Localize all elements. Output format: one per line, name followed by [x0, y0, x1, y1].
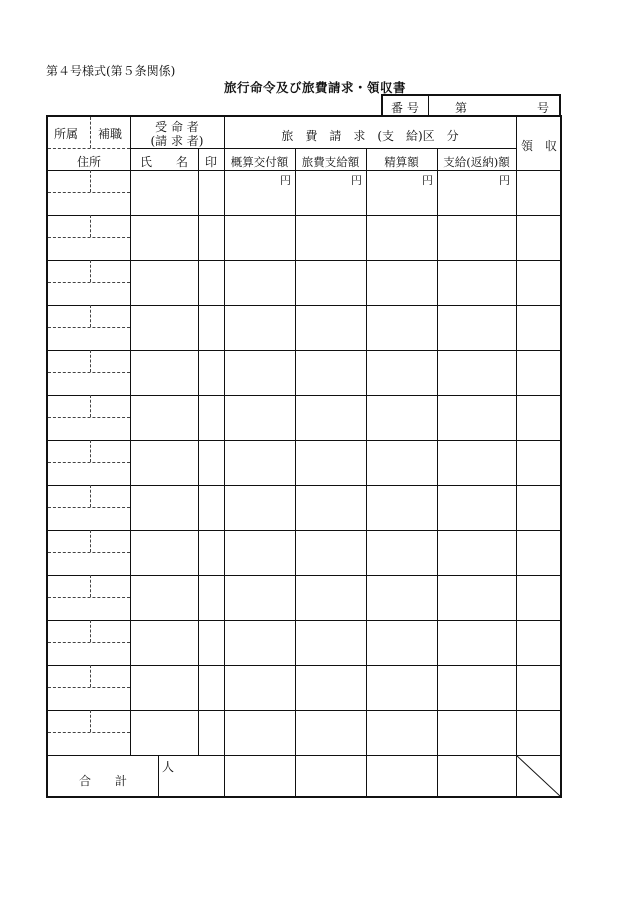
- col-line-name: [130, 117, 131, 755]
- number-suffix: 号: [537, 101, 550, 115]
- footer-receipt-diagonal: [516, 755, 560, 796]
- row-dashed-divider: [90, 395, 91, 417]
- col-line-travel-paid: [295, 148, 296, 796]
- yen-unit-travel-paid: 円: [351, 174, 362, 187]
- row-dashed-split: [48, 552, 130, 553]
- row-dashed-divider: [90, 665, 91, 687]
- row-dashed-split: [48, 237, 130, 238]
- row-line: [48, 440, 560, 441]
- row-dashed-divider: [90, 350, 91, 372]
- col-line-settlement: [366, 148, 367, 796]
- row-dashed-split: [48, 282, 130, 283]
- col-line-footer-persons: [158, 755, 159, 796]
- row-line: [48, 710, 560, 711]
- header-settlement: 精算額: [384, 155, 419, 169]
- travel-expense-table: [46, 115, 562, 798]
- header-refund: 支給(返納)額: [443, 155, 510, 169]
- row-line: [48, 665, 560, 666]
- row-dashed-split: [48, 417, 130, 418]
- row-line: [48, 260, 560, 261]
- row-line: [48, 395, 560, 396]
- row-line: [48, 620, 560, 621]
- header-address: 住所: [76, 155, 101, 169]
- col-line-advance: [224, 117, 225, 796]
- row-dashed-split: [48, 687, 130, 688]
- row-line: [48, 575, 560, 576]
- row-line: [48, 350, 560, 351]
- row-dashed-split: [48, 597, 130, 598]
- row-dashed-split: [48, 642, 130, 643]
- row-dashed-divider: [90, 305, 91, 327]
- yen-unit-refund: 円: [499, 174, 510, 187]
- header-assistant: 補職: [98, 127, 123, 141]
- number-prefix: 第: [455, 101, 468, 115]
- row-dashed-divider: [90, 440, 91, 462]
- form-caption: 第４号様式(第５条関係): [46, 64, 176, 78]
- row-line: [48, 485, 560, 486]
- header-category: 旅 費 請 求 (支 給)区 分: [281, 129, 459, 143]
- yen-unit-advance: 円: [280, 174, 291, 187]
- row-dashed-divider: [90, 485, 91, 507]
- header-split-dashed: [48, 148, 130, 149]
- row-dashed-split: [48, 327, 130, 328]
- row-dashed-split: [48, 192, 130, 193]
- header-name: 氏 名: [139, 155, 188, 169]
- row-dashed-divider: [90, 620, 91, 642]
- header-claimant: (請 求 者): [150, 134, 204, 148]
- row-dashed-divider: [90, 530, 91, 552]
- row-line: [48, 215, 560, 216]
- row-dashed-split: [48, 507, 130, 508]
- row-dashed-divider: [90, 710, 91, 732]
- header-seal: 印: [204, 155, 217, 169]
- col-line-receipt: [516, 117, 517, 796]
- header-dashed-divider: [90, 117, 91, 148]
- row-line: [48, 305, 560, 306]
- row-dashed-divider: [90, 215, 91, 237]
- header-receipt: 領 収: [520, 139, 557, 153]
- col-line-refund: [437, 148, 438, 796]
- header-affiliation: 所属: [54, 127, 79, 141]
- footer-persons-unit: 人: [162, 760, 175, 774]
- header-recipient: 受 命 者: [155, 120, 199, 134]
- row-dashed-divider: [90, 260, 91, 282]
- header-advance: 概算交付額: [230, 155, 289, 169]
- form-title: 旅行命令及び旅費請求・領収書: [223, 80, 406, 95]
- header-bottom-line: [48, 170, 560, 171]
- header-split-line: [130, 148, 516, 149]
- row-line: [48, 755, 560, 756]
- number-label: 番 号: [391, 101, 419, 115]
- yen-unit-settlement: 円: [422, 174, 433, 187]
- header-travel-paid: 旅費支給額: [301, 155, 360, 169]
- row-dashed-split: [48, 732, 130, 733]
- row-line: [48, 530, 560, 531]
- row-dashed-split: [48, 372, 130, 373]
- col-line-seal: [198, 148, 199, 755]
- row-dashed-divider: [90, 575, 91, 597]
- footer-total-label: 合 計: [78, 774, 127, 788]
- row-dashed-split: [48, 462, 130, 463]
- row-dashed-divider: [90, 170, 91, 192]
- number-box: [381, 94, 561, 116]
